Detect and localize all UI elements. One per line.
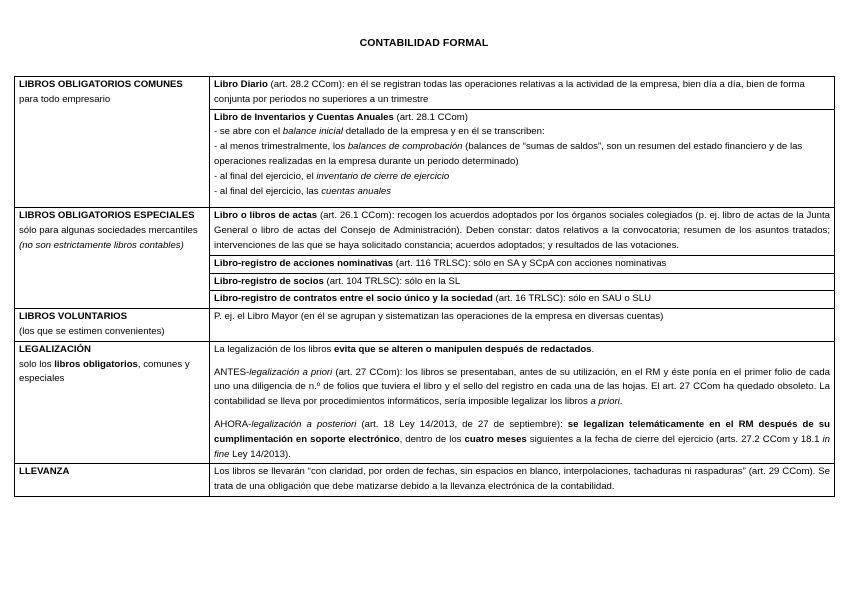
heading-legalizacion: LEGALIZACIÓN <box>19 343 91 355</box>
cell-registro-contratos: Libro-registro de contratos entre el socio único y la sociedad (art. 16 TRLSC): sólo en SAU o SLU <box>210 291 835 309</box>
row-heading-especiales <box>15 208 210 309</box>
heading-especiales: LIBROS OBLIGATORIOS ESPECIALES <box>19 210 195 222</box>
row-heading-comunes <box>15 77 210 208</box>
table-row <box>15 208 835 255</box>
inventarios-line: - se abre con el balance inicial detallado de la empresa y en él se transcriben: <box>214 126 545 138</box>
subheading-especiales: sólo para algunas sociedades mercantiles <box>19 225 198 237</box>
libro-diario-ref: (art. 28.2 CCom) <box>267 79 342 90</box>
table-row <box>15 464 835 497</box>
cell-llevanza: Los libros se llevarán “con claridad, por orden de fechas, sin espacios en blanco, interpolaciones, tachaduras ni raspaduras” (art. 29 CCom). Se trata de una obligación que debe matizarse debido a la llevanza electrónica de la contabilidad. <box>210 464 835 497</box>
table-row <box>15 341 835 464</box>
cell-registro-acciones: Libro-registro de acciones nominativas (art. 116 TRLSC): sólo en SA y SCpA con acciones nominativas <box>210 255 835 273</box>
inventarios-line: - al final del ejercicio, las cuentas anuales <box>214 185 392 197</box>
legalizacion-paragraph: AHORA-legalización a posteriori (art. 18 Ley 14/2013, de 27 de septiembre): se legalizan telemáticamente en el RM después de su cumplimentación en soporte electrónico, dentro de los cuatro meses siguientes a la fecha de cierre del ejercicio (arts. 27.2 CCom y 18.1 in fine Ley 14/2013). <box>214 418 831 460</box>
heading-llevanza: LLEVANZA <box>19 466 70 478</box>
cell-libro-diario <box>210 77 835 110</box>
heading-voluntarios: LIBROS VOLUNTARIOS <box>19 311 128 323</box>
heading-comunes: LIBROS OBLIGATORIOS COMUNES <box>19 79 183 90</box>
accounting-table <box>14 76 835 497</box>
legalizacion-paragraph: La legalización de los libros evita que se alteren o manipulen después de redactados. <box>214 343 595 355</box>
libro-inventarios-name: Libro de Inventarios y Cuentas Anuales <box>214 111 394 123</box>
libro-inventarios-ref: (art. 28.1 CCom) <box>393 111 468 123</box>
subheading-comunes: para todo empresario <box>19 93 111 105</box>
row-heading-voluntarios <box>15 309 210 342</box>
inventarios-line: - al final del ejercicio, el inventario de cierre de ejercicio <box>214 170 450 182</box>
row-heading-legalizacion <box>15 341 210 464</box>
table-row <box>15 309 835 342</box>
cell-libro-actas: Libro o libros de actas (art. 26.1 CCom): recogen los acuerdos adoptados por los órganos sociales colegiados (p. ej. libro de actas de la Junta General o libro de actas del Consejo de Administración). Deben constar: datos relativos a la convocatoria; resumen de los asuntos tratados; intervenciones de las que se haya solicitado constancia; acuerdos adoptados; y resultados de las votaciones. <box>210 208 835 255</box>
cell-voluntarios: P. ej. el Libro Mayor (en él se agrupan y sistematizan las operaciones de la empresa en diversas cuentas) <box>210 309 835 342</box>
cell-legalizacion <box>210 341 835 464</box>
subheading-legalizacion: solo los libros obligatorios, comunes y especiales <box>19 358 190 385</box>
table-row <box>15 77 835 110</box>
inventarios-line: - al menos trimestralmente, los balances de comprobación (balances de “sumas de saldos”, son un resumen del estado financiero y de las operaciones realizadas en la empresa durante un periodo determinado) <box>214 141 803 167</box>
cell-registro-socios: Libro-registro de socios (art. 104 TRLSC): sólo en la SL <box>210 273 835 291</box>
libro-diario-name: Libro Diario <box>214 79 268 90</box>
subheading-voluntarios: (los que se estimen convenientes) <box>19 325 165 337</box>
note-especiales: (no son estrictamente libros contables) <box>19 239 184 251</box>
libro-diario-text: : en él se registran todas las operaciones relativas a la actividad de la empresa, bien día a día, bien de forma conjunta por periodos no superiores a un trimestre <box>214 79 805 105</box>
cell-libro-inventarios <box>210 109 835 208</box>
page-title: CONTABILIDAD FORMAL <box>359 37 489 49</box>
row-heading-llevanza <box>15 464 210 497</box>
legalizacion-paragraph: ANTES-legalización a priori (art. 27 CCom): los libros se presentaban, antes de su utilización, en el RM y éste ponía en el primer folio de cada uno una diligencia de n.º de folios que tuviera el libro y el sello del registro en cada una de las hojas. El art. 27 CCom ha quedado obsoleto. La contabilidad se lleva por procedimientos informáticos, sería imposible legalizar los libros a priori. <box>214 366 830 408</box>
